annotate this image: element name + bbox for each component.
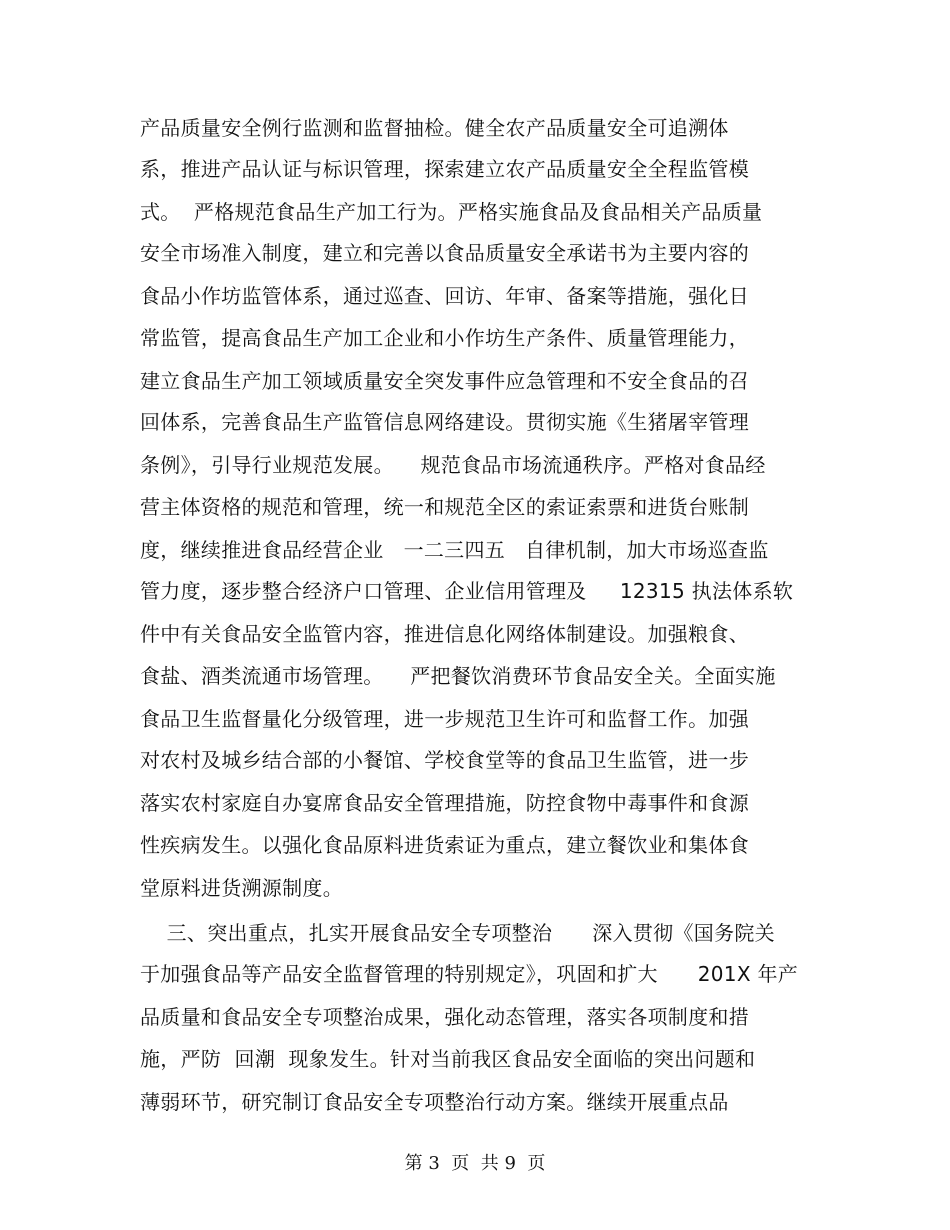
text-line: 性疾病发生。以强化食品原料进货索证为重点，建立餐饮业和集体食 bbox=[140, 833, 749, 857]
text-line: 常监管，提高食品生产加工企业和小作坊生产条件、质量管理能力， bbox=[140, 326, 749, 350]
text-line: 系，推进产品认证与标识管理，探索建立农产品质量安全全程监管模 bbox=[140, 157, 749, 181]
text-line: 食盐、酒类流通市场管理。 严把餐饮消费环节食品安全关。全面实施 bbox=[140, 664, 776, 688]
text-line: 营主体资格的规范和管理，统一和规范全区的索证索票和进货台账制 bbox=[140, 495, 749, 519]
text-line: 式。 严格规范食品生产加工行为。严格实施食品及食品相关产品质量 bbox=[140, 200, 763, 224]
text-line: 管力度，逐步整合经济户口管理、企业信用管理及 12315 执法体系软 bbox=[140, 579, 794, 603]
text-line: 落实农村家庭自办宴席食品安全管理措施，防控食物中毒事件和食源 bbox=[140, 791, 749, 815]
text-line: 件中有关食品安全监管内容，推进信息化网络体制建设。加强粮食、 bbox=[140, 622, 749, 646]
section-heading-line: 三、突出重点，扎实开展食品安全专项整治 深入贯彻《国务院关 bbox=[140, 921, 775, 945]
text-line: 度，继续推进食品经营企业 一二三四五 自律机制，加大市场巡查监 bbox=[140, 538, 769, 562]
text-line: 回体系，完善食品生产监管信息网络建设。贯彻实施《生猪屠宰管理 bbox=[140, 410, 749, 434]
text-line: 食品卫生监督量化分级管理，进一步规范卫生许可和监督工作。加强 bbox=[140, 707, 749, 731]
text-line: 对农村及城乡结合部的小餐馆、学校食堂等的食品卫生监管，进一步 bbox=[140, 748, 749, 772]
text-line: 安全市场准入制度，建立和完善以食品质量安全承诺书为主要内容的 bbox=[140, 241, 749, 265]
text-line: 产品质量安全例行监测和监督抽检。健全农产品质量安全可追溯体 bbox=[140, 116, 729, 140]
text-line: 条例》，引导行业规范发展。 规范食品市场流通秩序。严格对食品经 bbox=[140, 453, 766, 477]
text-line: 于加强食品等产品安全监督管理的特别规定》，巩固和扩大 201X 年产 bbox=[140, 962, 799, 986]
text-line: 堂原料进货溯源制度。 bbox=[140, 876, 343, 900]
page-number-footer: 第 3 页 共 9 页 bbox=[404, 1153, 546, 1174]
text-line: 食品小作坊监管体系，通过巡查、回访、年审、备案等措施，强化日 bbox=[140, 284, 749, 308]
text-line: 建立食品生产加工领域质量安全突发事件应急管理和不安全食品的召 bbox=[140, 369, 749, 393]
text-line: 品质量和食品安全专项整治成果，强化动态管理，落实各项制度和措 bbox=[140, 1005, 749, 1029]
text-line: 薄弱环节，研究制订食品安全专项整治行动方案。继续开展重点品 bbox=[140, 1090, 729, 1114]
text-line: 施，严防 回潮 现象发生。针对当前我区食品安全面临的突出问题和 bbox=[140, 1047, 756, 1071]
